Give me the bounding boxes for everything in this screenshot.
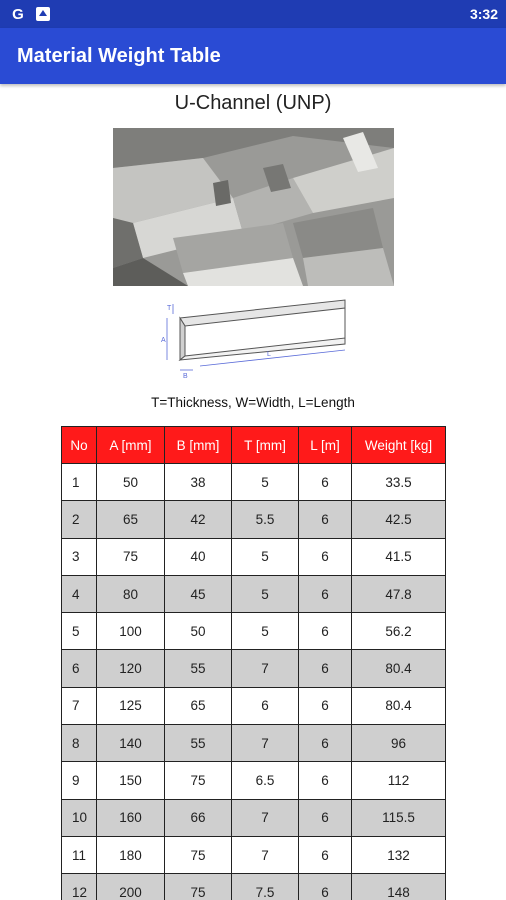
cell-l: 6 xyxy=(299,762,352,799)
weight-table xyxy=(61,426,446,900)
table-row xyxy=(62,799,446,836)
cell-weight: 96 xyxy=(352,725,446,762)
cell-no: 11 xyxy=(62,836,97,873)
cell-weight: 115.5 xyxy=(352,799,446,836)
table-row xyxy=(62,874,446,900)
table-row xyxy=(62,650,446,687)
diagram-label-a: A xyxy=(161,337,166,344)
app-bar xyxy=(0,28,506,84)
cell-weight: 33.5 xyxy=(352,464,446,501)
cell-b: 65 xyxy=(165,687,232,724)
table-row xyxy=(62,464,446,501)
image-notification-icon xyxy=(36,7,50,21)
table-row xyxy=(62,725,446,762)
cell-b: 55 xyxy=(165,725,232,762)
cell-weight: 80.4 xyxy=(352,687,446,724)
table-row xyxy=(62,836,446,873)
cell-a: 50 xyxy=(97,464,165,501)
cell-weight: 80.4 xyxy=(352,650,446,687)
header-a: A [mm] xyxy=(97,427,165,464)
cell-weight: 47.8 xyxy=(352,575,446,612)
cell-b: 38 xyxy=(165,464,232,501)
status-time: 3:32 xyxy=(469,6,498,22)
cell-t: 6.5 xyxy=(232,762,299,799)
cell-no: 7 xyxy=(62,687,97,724)
cell-a: 160 xyxy=(97,799,165,836)
cell-no: 6 xyxy=(62,650,97,687)
table-header-row xyxy=(62,427,446,464)
cell-l: 6 xyxy=(299,575,352,612)
cell-b: 75 xyxy=(165,836,232,873)
cell-t: 5 xyxy=(232,464,299,501)
cell-t: 5.5 xyxy=(232,501,299,538)
cell-b: 45 xyxy=(165,575,232,612)
cell-no: 5 xyxy=(62,613,97,650)
header-weight: Weight [kg] xyxy=(352,427,446,464)
cell-b: 40 xyxy=(165,538,232,575)
status-bar xyxy=(0,0,506,28)
cell-a: 75 xyxy=(97,538,165,575)
cell-a: 150 xyxy=(97,762,165,799)
table-row xyxy=(62,501,446,538)
header-l: L [m] xyxy=(299,427,352,464)
cell-t: 5 xyxy=(232,575,299,612)
cell-l: 6 xyxy=(299,725,352,762)
google-g-icon: G xyxy=(12,5,24,23)
cell-b: 50 xyxy=(165,613,232,650)
cell-no: 10 xyxy=(62,799,97,836)
cell-l: 6 xyxy=(299,650,352,687)
cell-weight: 56.2 xyxy=(352,613,446,650)
cell-no: 1 xyxy=(62,464,97,501)
cell-a: 200 xyxy=(97,874,165,900)
cell-l: 6 xyxy=(299,613,352,650)
cell-t: 7 xyxy=(232,650,299,687)
cell-a: 125 xyxy=(97,687,165,724)
cell-t: 6 xyxy=(232,687,299,724)
u-channel-photo xyxy=(113,128,394,286)
cell-l: 6 xyxy=(299,799,352,836)
diagram-label-b: B xyxy=(183,373,188,380)
cell-no: 12 xyxy=(62,874,97,900)
cell-t: 7 xyxy=(232,725,299,762)
content-area[interactable] xyxy=(0,84,506,900)
cell-t: 7.5 xyxy=(232,874,299,900)
cell-no: 4 xyxy=(62,575,97,612)
table-row xyxy=(62,762,446,799)
cell-no: 3 xyxy=(62,538,97,575)
app-title: Material Weight Table xyxy=(17,44,221,67)
cell-weight: 42.5 xyxy=(352,501,446,538)
cell-a: 120 xyxy=(97,650,165,687)
cell-b: 75 xyxy=(165,762,232,799)
dimension-legend: T=Thickness, W=Width, L=Length xyxy=(151,395,355,410)
cell-no: 2 xyxy=(62,501,97,538)
cell-weight: 112 xyxy=(352,762,446,799)
cell-no: 8 xyxy=(62,725,97,762)
cell-t: 5 xyxy=(232,538,299,575)
cell-l: 6 xyxy=(299,687,352,724)
diagram-label-l: L xyxy=(267,351,271,358)
cell-l: 6 xyxy=(299,538,352,575)
cell-b: 55 xyxy=(165,650,232,687)
cell-b: 66 xyxy=(165,799,232,836)
cell-a: 140 xyxy=(97,725,165,762)
cell-t: 7 xyxy=(232,836,299,873)
table-row xyxy=(62,538,446,575)
cell-weight: 132 xyxy=(352,836,446,873)
diagram-label-t: T xyxy=(167,305,172,312)
weight-table-container xyxy=(61,426,446,900)
cell-t: 5 xyxy=(232,613,299,650)
cell-a: 180 xyxy=(97,836,165,873)
cell-a: 80 xyxy=(97,575,165,612)
table-row xyxy=(62,613,446,650)
cell-l: 6 xyxy=(299,874,352,900)
cell-t: 7 xyxy=(232,799,299,836)
cell-b: 75 xyxy=(165,874,232,900)
cell-l: 6 xyxy=(299,836,352,873)
cell-a: 100 xyxy=(97,613,165,650)
table-row xyxy=(62,687,446,724)
cell-l: 6 xyxy=(299,464,352,501)
cell-no: 9 xyxy=(62,762,97,799)
header-no: No xyxy=(62,427,97,464)
header-t: T [mm] xyxy=(232,427,299,464)
cell-a: 65 xyxy=(97,501,165,538)
header-b: B [mm] xyxy=(165,427,232,464)
table-row xyxy=(62,575,446,612)
cell-b: 42 xyxy=(165,501,232,538)
cell-l: 6 xyxy=(299,501,352,538)
cell-weight: 41.5 xyxy=(352,538,446,575)
u-channel-diagram xyxy=(155,298,355,380)
cell-weight: 148 xyxy=(352,874,446,900)
page-heading: U-Channel (UNP) xyxy=(174,92,332,114)
